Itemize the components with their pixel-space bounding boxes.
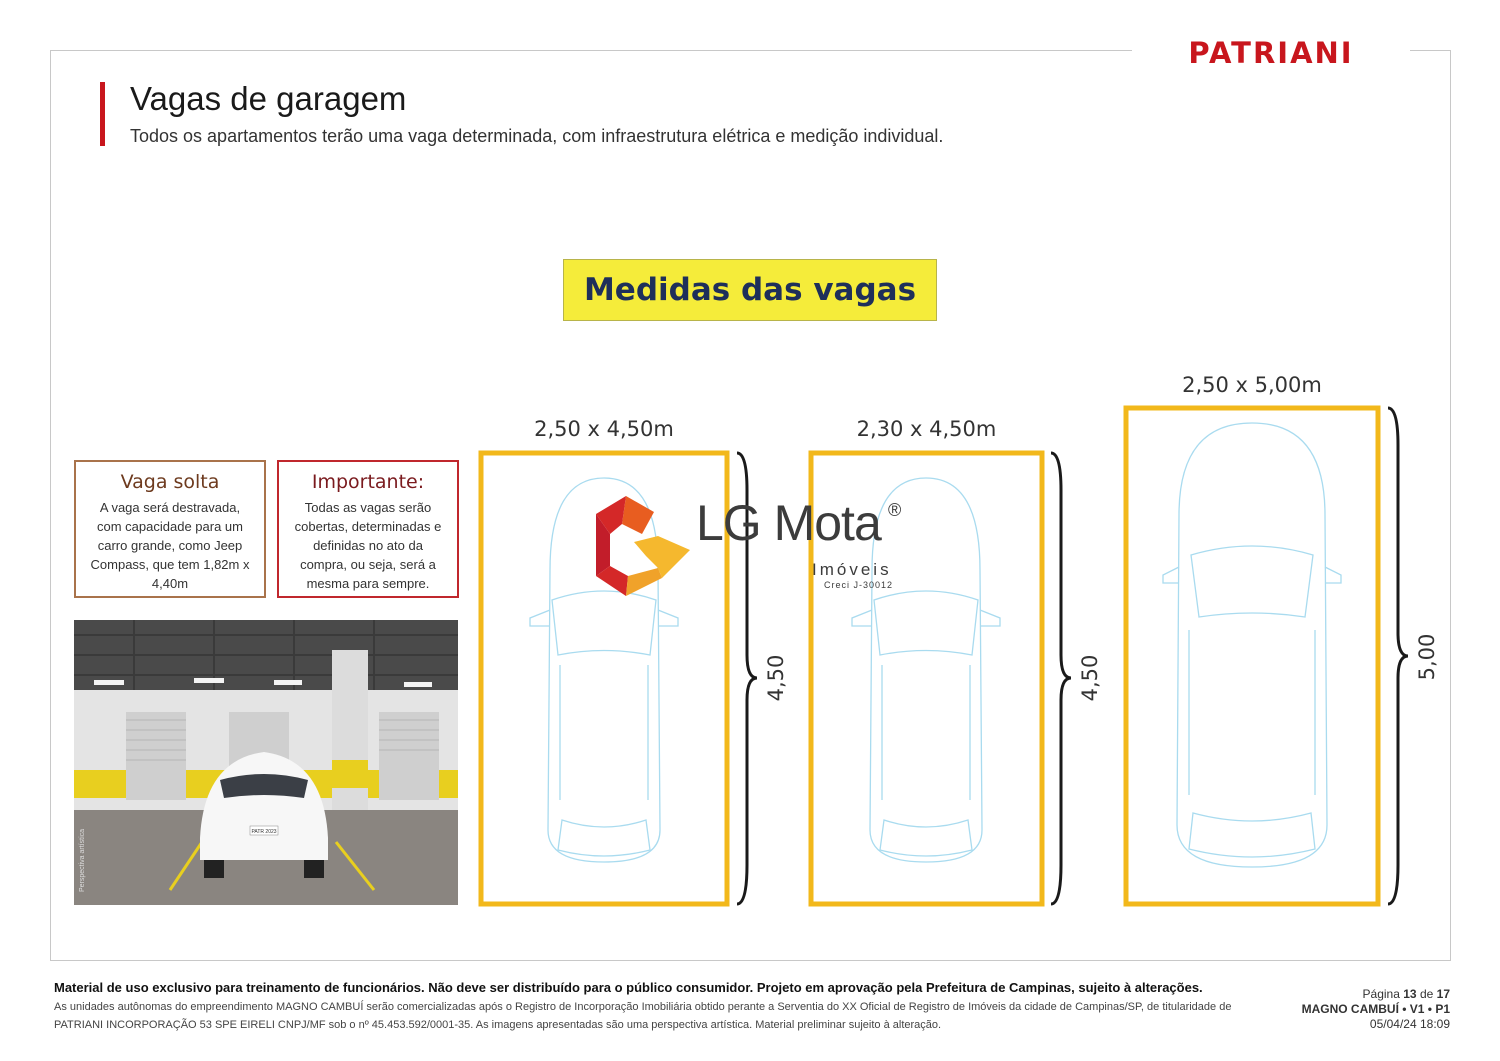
length-label-2: 4,50 — [1078, 654, 1102, 702]
footer-page-info — [1302, 987, 1450, 1032]
info-box-title: Importante: — [311, 471, 425, 493]
page-number — [1302, 987, 1450, 1002]
page-current: 13 — [1403, 987, 1417, 1001]
page-subtitle: Todos os apartamentos terão uma vaga determinada, com infraestrutura elétrica e medição individual. — [130, 126, 944, 146]
car-outline — [1163, 423, 1341, 867]
space-label-2: 2,30 x 4,50m — [856, 417, 997, 441]
watermark-subtitle: Imóveis — [812, 560, 892, 579]
info-box-title: Vaga solta — [120, 471, 220, 493]
watermark-creci: Creci J-30012 — [824, 580, 894, 590]
page-prefix: Página — [1362, 987, 1400, 1001]
page-title: Vagas de garagem — [130, 80, 407, 117]
info-box-text: A vaga será destravada, com capacidade para um carro grande, como Jeep Compass, que tem 1,82m x 4,40m — [90, 500, 250, 591]
space-label-1: 2,50 x 4,50m — [534, 417, 674, 441]
patriani-logo: PATRIANI — [1188, 36, 1354, 70]
length-brace-2 — [1047, 450, 1073, 907]
lg-mota-watermark — [592, 494, 912, 598]
page-separator: de — [1419, 987, 1434, 1001]
footer-disclaimer: Material de uso exclusivo para treinamento de funcionários. Não deve ser distribuído para o público consumidor. Projeto em aprovação pela Prefeitura de Campinas, sujeito à alterações. — [54, 980, 1203, 995]
space-outline — [1126, 408, 1378, 904]
info-box-vaga-solta — [74, 460, 266, 598]
length-label-3: 5,00 — [1415, 633, 1439, 681]
measures-heading: Medidas das vagas — [563, 259, 937, 321]
watermark-registered: ® — [888, 500, 902, 520]
footer-legal-text: As unidades autônomas do empreendimento MAGNO CAMBUÍ serão comercializadas após o Registro de Incorporação Imobiliária obtido perante a Serventia do XX Oficial de Registro de Imóveis da cidade de Campinas/SP, de titularidade de PATRIANI INCORPORAÇÃO 53 SPE EIRELI CNPJ/MF sob o nº 45.453.592/0001-35. As imagens apresentadas são uma perspectiva artística. Material preliminar sujeito à alteração. — [54, 1001, 1232, 1031]
lg-mota-logo-icon — [592, 494, 692, 598]
watermark-name: LG Mota — [696, 495, 881, 551]
photo-caption: Perspectiva artística — [79, 828, 86, 892]
document-date: 05/04/24 18:09 — [1369, 1017, 1450, 1031]
info-box-importante — [277, 460, 459, 598]
garage-photo — [74, 620, 458, 905]
parking-space-3 — [1123, 405, 1381, 907]
info-box-text: Todas as vagas serão cobertas, determinadas e definidas no ato da compra, ou seja, será a mesma para sempre. — [294, 500, 442, 591]
page-total: 17 — [1436, 987, 1450, 1001]
title-accent-bar — [100, 82, 105, 146]
length-label-1: 4,50 — [764, 654, 788, 702]
project-code: MAGNO CAMBUÍ • V1 • P1 — [1301, 1002, 1450, 1016]
length-brace-3 — [1384, 405, 1410, 907]
space-label-3: 2,50 x 5,00m — [1182, 373, 1322, 397]
car-plate: PATR 2023 — [251, 829, 277, 835]
